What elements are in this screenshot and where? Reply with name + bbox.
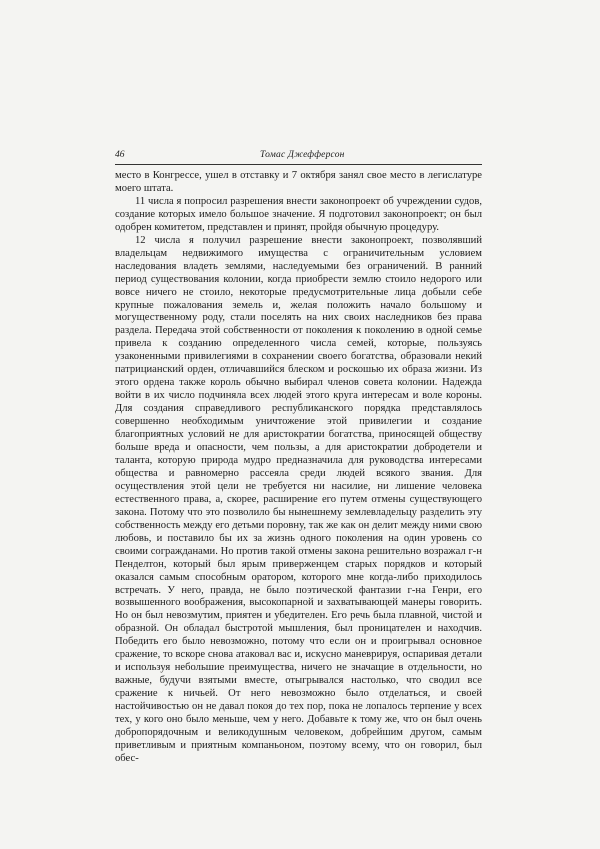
header-rule <box>115 164 482 165</box>
paragraph-continuation: место в Конгрессе, ушел в отставку и 7 октября занял свое место в легислатуре моего штата. <box>115 170 482 194</box>
page-number: 46 <box>115 150 125 160</box>
paragraph-entail-bill: 12 числа я получил разрешение внести законопроект, позволявший владельцам недвижимого имущества с ограничительным условием наследования владеть землями, наследуемыми без ограничений. В ранний период существования колонии, когда приобрести землю стоило недорого или вовсе ничего не стоило, некоторые предусмотрительные лица добыли себе крупные пожалования земель и, желая положить начало большому и могущественному роду, стали поселять на них своих наследников без права раздела. Передача этой собственности от поколения к поколению в одной семье привела к созданию определенного числа семей, которые, пользуясь узаконенными привилегиями в сохранении своего богатства, образовали некий патрицианский орден, отличавшийся блеском и роскошью их образа жизни. Из этого ордена также король обычно выбирал членов совета колонии. Надежда войти в их число подчиняла всех людей этого круга интересам и воле короны. Для создания справедливого республиканского порядка представлялось совершенно необходимым уничтожение этой привилегии и создание благоприятных условий не для аристократии богатства, приносящей обществу больше вреда и опасности, чем пользы, а для аристократии добродетели и таланта, которую природа мудро предназначила для руководства интересами общества и равномерно рассеяла среди людей всякого звания. Для осуществления этой цели не требуется ни насилие, ни лишение человека естественного права, а, скорее, расширение его путем отмены существующего закона. Потому что это позволило бы нынешнему землевладельцу разделить эту собственность между его детьми поровну, так же как он делит между ними свою любовь, и поставило бы их за жизнь одного поколения на один уровень со своими согражданами. Но против такой отмены закона решительно возражал г-н Пенделтон, который был ярым приверженцем старых порядков и который оказался самым способным оратором, которого мне когда-либо приходилось встречать. У него, правда, не было поэтической фантазии г-на Генри, его возвышенного воображения, высокопарной и захватывающей манеры говорить. Но он был невозмутим, приятен и убедителен. Его речь была плавной, чистой и образной. Он обладал быстротой мышления, был проницателен и находчив. Победить его было невозможно, потому что если он и проигрывал основное сражение, то вскоре снова атаковал вас и, искусно маневрируя, оспаривая детали и используя небольшие преимущества, ничего не значащие в отдельности, но важные, будучи взятыми вместе, отыгрывался настолько, что сводил все сражение к ничьей. От него невозможно было отделаться, и своей настойчивостью он не давал покоя до тех пор, пока не лопалось терпение у всех тех, у кого оно было меньше, чем у него. Добавьте к тому же, что он был очень добропорядочным и великодушным человеком, добрейшим другом, самым приветливым и приятным компаньоном, поэтому всему, что он говорил, был обес- <box>115 234 482 764</box>
running-title: Томас Джефферсон <box>260 150 345 160</box>
paragraph-courts-bill: 11 числа я попросил разрешения внести законопроект об учреждении судов, создание которых имело большое значение. Я подготовил законопроект; он был одобрен комитетом, представлен и принят, пройдя обычную процедуру. <box>115 195 482 233</box>
running-header <box>115 150 482 164</box>
body-text <box>115 170 482 766</box>
